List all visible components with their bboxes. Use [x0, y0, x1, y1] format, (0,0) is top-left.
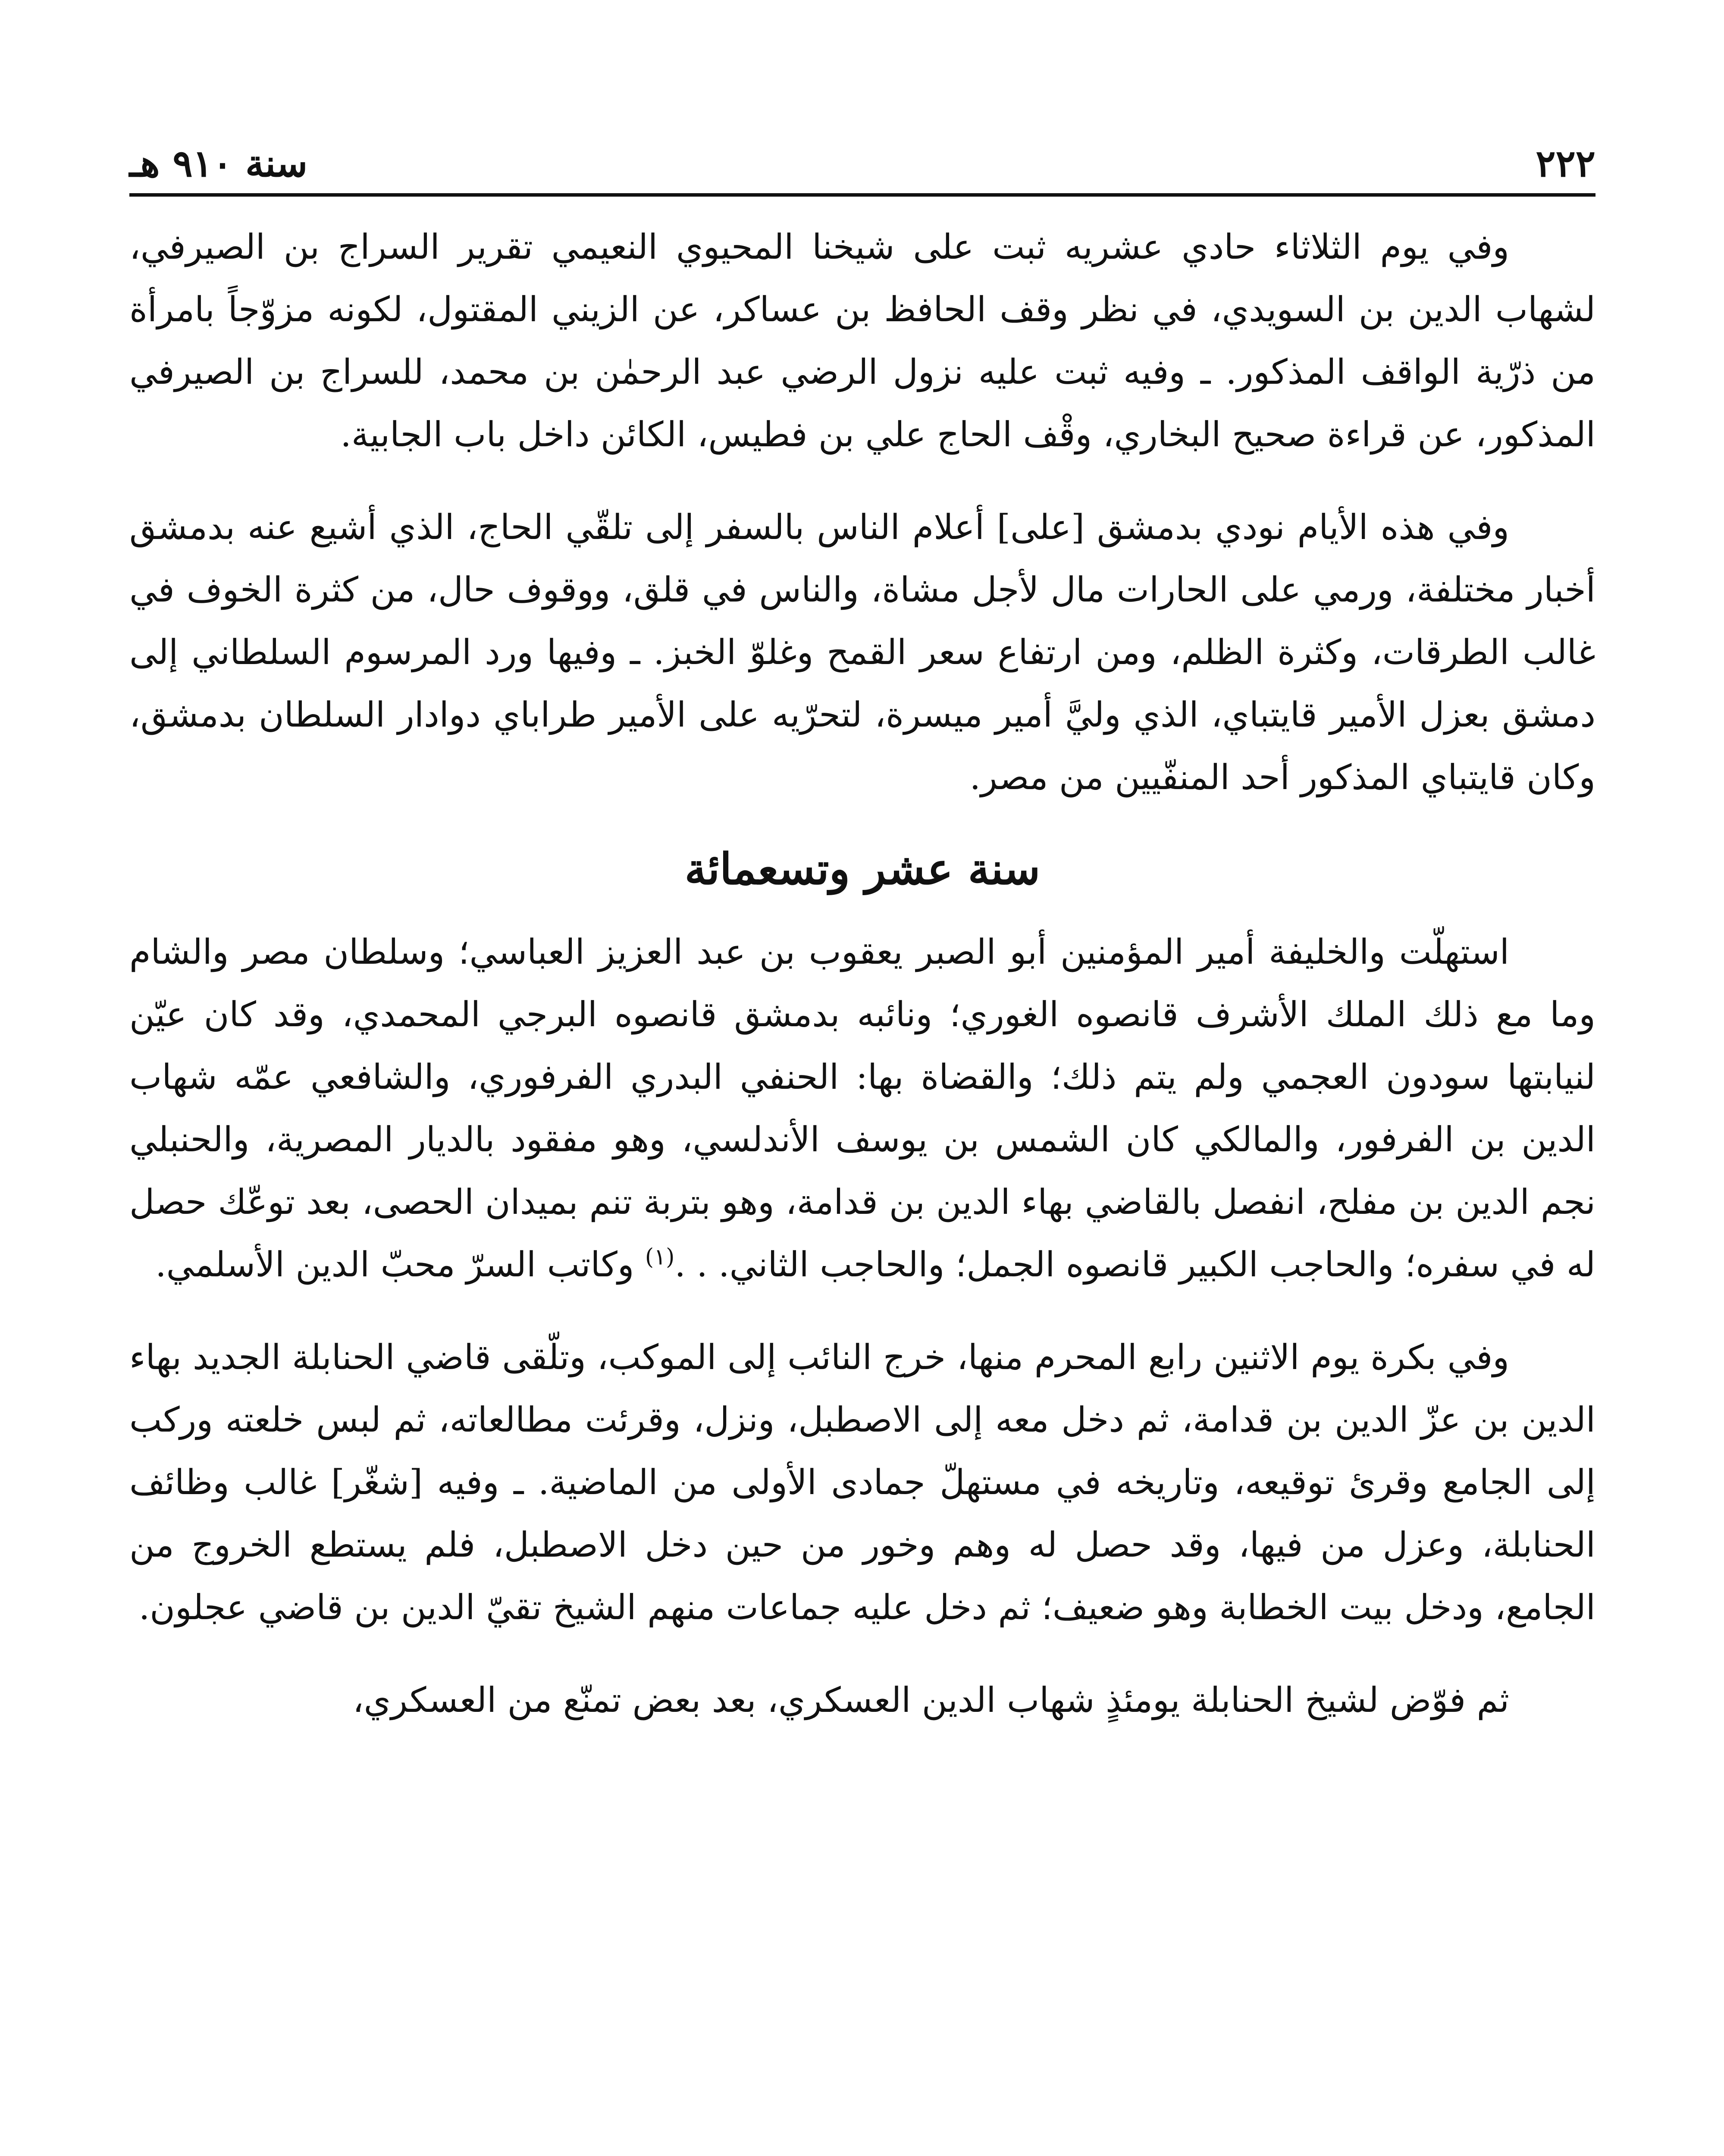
- section-paragraph-1-text-after: وكاتب السرّ محبّ الدين الأسلمي.: [155, 1244, 645, 1285]
- section-paragraph-1-text: استهلّت والخليفة أمير المؤمنين أبو الصبر يعقوب بن عبد العزيز العباسي؛ وسلطان مصر والشام وما مع ذلك الملك الأشرف قانصوه الغوري؛ ونائبه بدمشق قانصوه البرجي المحمدي، وقد كان عيّن لنيابتها سودون العجمي ولم يتم ذلك؛ والقضاة بها: الحنفي البدري الفرفوري، والشافعي عمّه شهاب الدين بن الفرفور، والمالكي كان الشمس بن يوسف الأندلسي، وهو مفقود بالديار المصرية، والحنبلي نجم الدين بن مفلح، انفصل بالقاضي بهاء الدين بن قدامة، وهو بتربة تنم بميدان الحصى، بعد توعّك حصل له في سفره؛ والحاجب الكبير قانصوه الجمل؛ والحاجب الثاني. . .: [129, 932, 1596, 1285]
- main-text: [129, 216, 1595, 1761]
- header-rule: [129, 193, 1595, 197]
- paragraph-1: وفي يوم الثلاثاء حادي عشريه ثبت على شيخنا المحيوي النعيمي تقرير السراج بن الصيرفي، لشهاب الدين بن السويدي، في نظر وقف الحافظ بن عساكر، عن الزيني المقتول، لكونه مزوّجاً بامرأة من ذرّية الواقف المذكور. ـ وفيه ثبت عليه نزول الرضي عبد الرحمٰن بن محمد، للسراج بن الصيرفي المذكور، عن قراءة صحيح البخاري، وقْف الحاج علي بن فطيس، الكائن داخل باب الجابية.: [129, 227, 1595, 454]
- running-header: [129, 138, 1595, 185]
- running-title: سنة ٩١٠ هـ: [129, 142, 308, 185]
- section-paragraph-3: ثم فوّض لشيخ الحنابلة يومئذٍ شهاب الدين العسكري، بعد بعض تمنّع من العسكري،: [352, 1680, 1509, 1720]
- footnote-reference[interactable]: (١): [645, 1244, 675, 1270]
- section-paragraph-2: وفي بكرة يوم الاثنين رابع المحرم منها، خرج النائب إلى الموكب، وتلّقى قاضي الحنابلة الجديد بهاء الدين بن عزّ الدين بن قدامة، ثم دخل معه إلى الاصطبل، ونزل، وقرئت مطالعاته، ثم لبس خلعته وركب إلى الجامع وقرئ توقيعه، وتاريخه في مستهلّ جمادى الأولى من الماضية. ـ وفيه [شغّر] غالب وظائف الحنابلة، وعزل من فيها، وقد حصل له وهم وخور من حين دخل الاصطبل، فلم يستطع الخروج من الجامع، ودخل بيت الخطابة وهو ضعيف؛ ثم دخل عليه جماعات منهم الشيخ تقيّ الدين بن قاضي عجلون.: [129, 1337, 1596, 1627]
- paragraph-2: وفي هذه الأيام نودي بدمشق [على] أعلام الناس بالسفر إلى تلقّي الحاج، الذي أشيع عنه بدمشق أخبار مختلفة، ورمي على الحارات مال لأجل مشاة، والناس في قلق، ووقوف حال، من كثرة الخوف في غالب الطرقات، وكثرة الظلم، ومن ارتفاع سعر القمح وغلوّ الخبز. ـ وفيها ورد المرسوم السلطاني إلى دمشق بعزل الأمير قايتباي، الذي وليَّ أمير ميسرة، لتحرّيه على الأمير طراباي دوادار السلطان بدمشق، وكان قايتباي المذكور أحد المنفّيين من مصر.: [129, 507, 1595, 797]
- page-number: ٢٢٢: [1536, 142, 1595, 185]
- section-title: سنة عشر وتسعمائة: [684, 843, 1041, 894]
- book-page: [129, 129, 1595, 2156]
- section-paragraph-1: [129, 921, 1595, 1296]
